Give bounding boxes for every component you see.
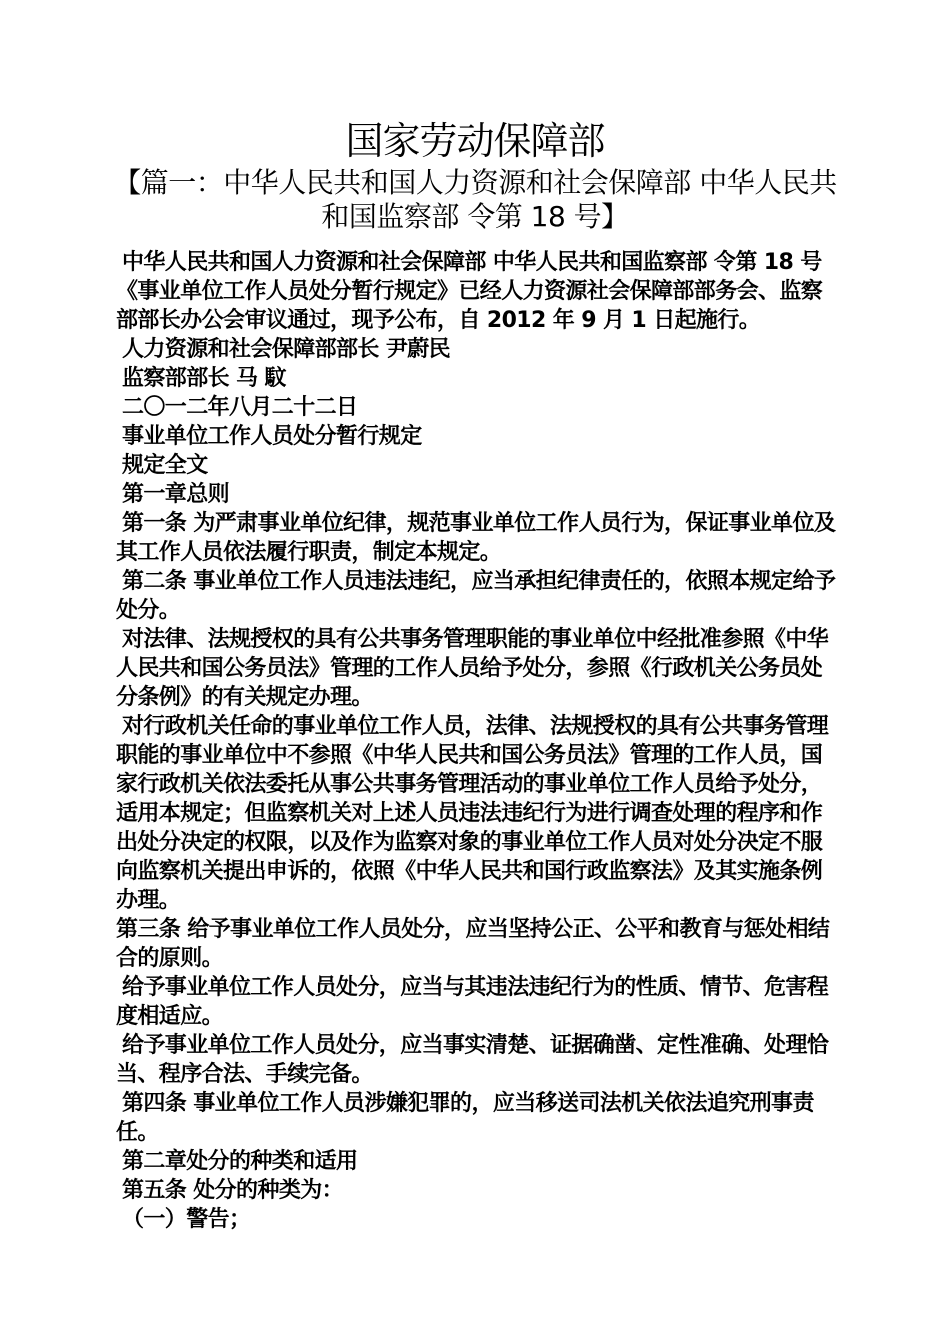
paragraph-article-2-clause-3: 对行政机关任命的事业单位工作人员，法律、法规授权的具有公共事务管理职能的事业单位中不参照《中华人民共和国公务员法》管理的工作人员，国家行政机关依法委托从事公共事务管理活动的事业单位工作人员给予处分，适用本规定；但监察机关对上述人员违法违纪行为进行调查处理的程序和作出处分决定的权限，以及作为监察对象的事业单位工作人员对处分决定不服向监察机关提出申诉的，依照《中华人民共和国行政监察法》及其实施条例办理。: [116, 714, 829, 913]
paragraph-signatory-minister-hr: 人力资源和社会保障部部长 尹蔚民: [122, 337, 451, 362]
paragraph-decree-intro: 中华人民共和国人力资源和社会保障部 中华人民共和国监察部 令第 18 号 《事业单位工作人员处分暂行规定》已经人力资源社会保障部部务会、监察部部长办公会审议通过，现予公布，自 2012 年 9 月 1 日起施行。: [116, 250, 823, 333]
paragraph-chapter-1-heading: 第一章总则: [122, 482, 230, 507]
paragraph-article-5-item-1: （一）警告；: [122, 1207, 251, 1232]
paragraph-regulation-title: 事业单位工作人员处分暂行规定: [122, 424, 422, 449]
paragraph-article-3-clause-2: 给予事业单位工作人员处分，应当与其违法违纪行为的性质、情节、危害程度相适应。: [116, 975, 829, 1029]
paragraph-date: 二〇一二年八月二十二日: [122, 395, 358, 420]
paragraph-article-3: 第三条 给予事业单位工作人员处分，应当坚持公正、公平和教育与惩处相结合的原则。: [116, 917, 830, 971]
paragraph-article-1: 第一条 为严肃事业单位纪律，规范事业单位工作人员行为，保证事业单位及其工作人员依法履行职责，制定本规定。: [116, 511, 836, 565]
paragraph-full-text-heading: 规定全文: [122, 453, 208, 478]
paragraph-signatory-minister-supervision: 监察部部长 马 馼: [122, 366, 286, 391]
paragraph-article-2-clause-2: 对法律、法规授权的具有公共事务管理职能的事业单位中经批准参照《中华人民共和国公务员法》管理的工作人员给予处分，参照《行政机关公务员处分条例》的有关规定办理。: [116, 627, 829, 710]
paragraph-chapter-2-heading: 第二章处分的种类和适用: [122, 1149, 358, 1174]
paragraph-article-4: 第四条 事业单位工作人员涉嫌犯罪的，应当移送司法机关依法追究刑事责任。: [116, 1091, 814, 1145]
document-subtitle: 【篇一：中华人民共和国人力资源和社会保障部 中华人民共和国监察部 令第 18 号】: [113, 166, 837, 233]
paragraph-article-5: 第五条 处分的种类为：: [122, 1178, 344, 1203]
paragraph-article-3-clause-3: 给予事业单位工作人员处分，应当事实清楚、证据确凿、定性准确、处理恰当、程序合法、手续完备。: [116, 1033, 829, 1087]
paragraph-article-2: 第二条 事业单位工作人员违法违纪，应当承担纪律责任的，依照本规定给予处分。: [116, 569, 836, 623]
document-body: [116, 248, 836, 1234]
document-title: 国家劳动保障部: [345, 119, 605, 163]
